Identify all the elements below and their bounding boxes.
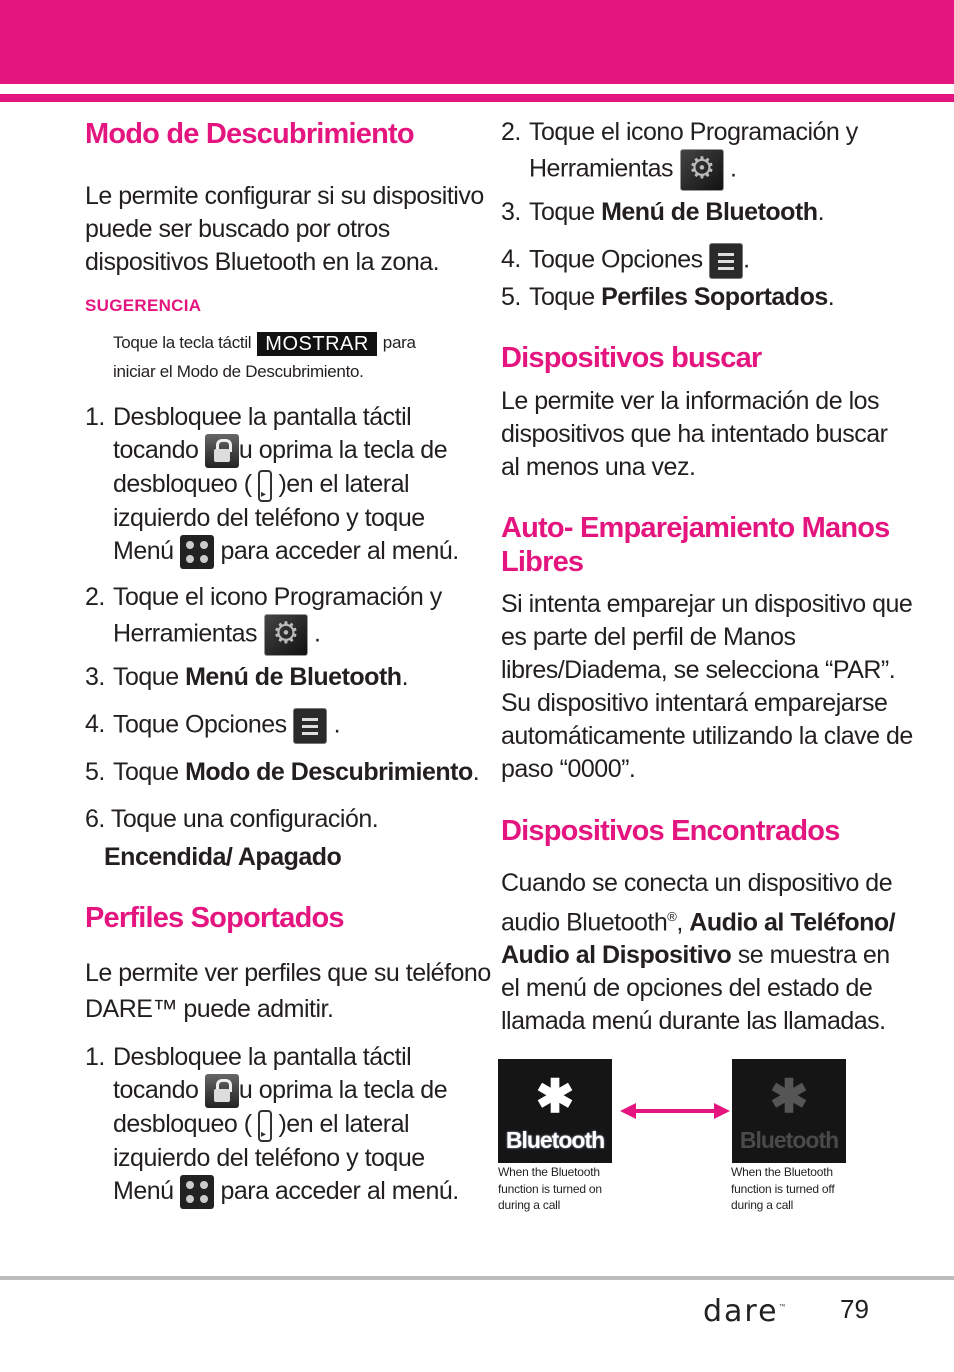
step-text: Toque Opciones — [529, 245, 703, 274]
paragraph-line: dispositivos que ha intentado buscar — [501, 420, 888, 448]
step-text — [113, 1074, 459, 1108]
unlock-key-icon — [258, 1110, 272, 1142]
step-text: Toque — [529, 198, 595, 226]
step-text: . — [401, 663, 409, 691]
settings-tools-icon — [264, 614, 308, 656]
lock-icon — [205, 1074, 239, 1108]
step-text — [113, 535, 459, 569]
paragraph-line: Cuando se conecta un dispositivo de — [501, 869, 893, 897]
menu-icon — [180, 535, 214, 569]
step-2 — [113, 581, 442, 656]
intro-line: Le permite configurar si su dispositivo — [85, 182, 484, 210]
bluetooth-on-icon — [498, 1059, 612, 1163]
step-text — [529, 149, 858, 191]
step-text: para acceder al menú. — [220, 536, 459, 565]
auto-paragraph — [501, 588, 913, 786]
paragraph-line: es parte del perfil de Manos — [501, 623, 796, 651]
step-text: Desbloquee la pantalla táctil — [113, 403, 412, 431]
step-1 — [113, 401, 459, 569]
step-text: u oprima la tecla de — [238, 1076, 448, 1104]
step-4 — [113, 708, 340, 744]
perfiles-line-2: DARE™ puede admitir. — [85, 995, 334, 1023]
paragraph-line: Le permite ver la información de los — [501, 387, 880, 415]
step-text: Toque — [113, 758, 179, 786]
perfiles-soportados-label: Perfiles Soportados — [601, 283, 828, 311]
r-step-2 — [529, 116, 858, 191]
paragraph-line — [501, 900, 895, 939]
step-text: . — [313, 619, 321, 648]
step-3 — [113, 661, 408, 694]
step-text: u oprima la tecla de — [238, 436, 448, 464]
step-text: izquierdo del teléfono y toque — [113, 1143, 425, 1172]
intro-line: dispositivos Bluetooth en la zona. — [85, 248, 440, 276]
tip-text-pre: Toque la tecla táctil — [113, 333, 252, 352]
step-5-number: 5. — [85, 758, 105, 786]
page-number: 79 — [840, 1294, 869, 1324]
r-step-5 — [529, 281, 834, 314]
settings-tools-icon — [680, 149, 724, 191]
unlock-key-icon — [258, 470, 272, 502]
bluetooth-on-label: Bluetooth — [505, 1127, 605, 1153]
paragraph-text: , — [676, 908, 683, 937]
tip-text-post: para — [382, 333, 416, 352]
step-text: para acceder al menú. — [220, 1176, 459, 1205]
step-text: Desbloquee la pantalla táctil — [113, 1043, 412, 1071]
heading-line: Auto- Emparejamiento Manos — [501, 512, 890, 544]
step-text: )en el lateral — [278, 1110, 410, 1139]
audio-telefono-label: Audio al Teléfono/ — [689, 908, 896, 937]
bluetooth-off-icon — [732, 1059, 846, 1163]
step-text — [113, 1175, 459, 1209]
r-step-4 — [529, 243, 750, 279]
heading-dispositivos-encontrados: Dispositivos Encontrados — [501, 815, 840, 847]
intro-paragraph — [85, 180, 484, 279]
step-text: Toque — [529, 283, 595, 311]
step-text — [113, 468, 459, 501]
step-text: . — [743, 245, 750, 274]
perfiles-line-1: Le permite ver perfiles que su teléfono — [85, 959, 491, 987]
step-text: . — [333, 710, 341, 739]
paragraph-line: Si intenta emparejar un dispositivo que — [501, 590, 913, 618]
menu-icon — [180, 1175, 214, 1209]
paragraph-line: al menos una vez. — [501, 453, 696, 481]
header-rule — [0, 94, 954, 102]
caption-bluetooth-off — [731, 1164, 834, 1214]
audio-dispositivo-label: Audio al Dispositivo — [501, 941, 732, 970]
step-text: . — [472, 758, 480, 786]
dare-logo — [703, 1294, 789, 1329]
bluetooth-symbol: ✱ — [769, 1070, 809, 1122]
footer-rule — [0, 1276, 954, 1280]
header-band — [0, 0, 954, 84]
heading-perfiles-soportados: Perfiles Soportados — [85, 902, 344, 934]
step-text: Toque el icono Programación y — [529, 118, 858, 146]
step-text: Toque — [113, 663, 179, 691]
step-4-number: 4. — [85, 710, 105, 738]
heading-line: Libres — [501, 546, 584, 578]
step-text — [113, 614, 442, 656]
paragraph-line — [501, 939, 895, 972]
step-5 — [113, 756, 479, 789]
mostrar-key: MOSTRAR — [257, 332, 377, 356]
caption-bluetooth-on — [498, 1164, 602, 1214]
step-text: Menú — [113, 536, 174, 565]
caption-line: function is turned on — [498, 1181, 602, 1196]
r-step-5-number: 5. — [501, 283, 521, 311]
step-text: tocando — [113, 436, 199, 464]
encontrados-paragraph — [501, 867, 895, 1038]
step-text: Menú — [113, 1176, 174, 1205]
step-text: . — [827, 283, 835, 311]
paragraph-line: libres/Diadema, se selecciona “PAR”. — [501, 656, 896, 684]
step-text: Herramientas — [529, 154, 674, 183]
bluetooth-symbol: ✱ — [535, 1070, 575, 1122]
tip-heading: SUGERENCIA — [85, 296, 202, 315]
step-text — [113, 434, 459, 468]
intro-line: puede ser buscado por otros — [85, 215, 390, 243]
menu-bluetooth-label: Menú de Bluetooth — [601, 198, 818, 226]
step-text: Toque Opciones — [113, 710, 287, 739]
step-2-number: 2. — [85, 583, 105, 611]
step-text: desbloqueo ( — [113, 470, 252, 499]
buscar-paragraph — [501, 385, 887, 484]
paragraph-text: audio Bluetooth — [501, 908, 668, 937]
paragraph-line: el menú de opciones del estado de — [501, 974, 873, 1003]
caption-line: during a call — [498, 1198, 561, 1212]
options-icon — [293, 708, 327, 744]
paragraph-line: llamada menú durante las llamadas. — [501, 1007, 886, 1036]
r-step-3-number: 3. — [501, 198, 521, 226]
heading-dispositivos-buscar: Dispositivos buscar — [501, 342, 762, 374]
trademark-mark: ™ — [778, 1303, 789, 1312]
step-text: . — [817, 198, 825, 226]
paragraph-line: automáticamente utilizando la clave de — [501, 722, 913, 750]
perfiles-step-1 — [113, 1041, 459, 1209]
bluetooth-off-label: Bluetooth — [739, 1127, 839, 1153]
r-step-3 — [529, 196, 824, 229]
lock-icon — [205, 434, 239, 468]
step-6: 6. Toque una configuración. — [85, 805, 379, 833]
tip-text — [113, 328, 416, 386]
step-3-number: 3. — [85, 663, 105, 691]
perfiles-step-1-number: 1. — [85, 1043, 105, 1071]
step-text: izquierdo del teléfono y toque — [113, 503, 425, 532]
tip-line — [113, 328, 416, 357]
caption-line: When the Bluetooth — [498, 1165, 600, 1179]
caption-line: When the Bluetooth — [731, 1165, 833, 1179]
step-text: tocando — [113, 1076, 199, 1104]
step-1-number: 1. — [85, 403, 105, 431]
paragraph-line: paso “0000”. — [501, 755, 636, 783]
step-text: . — [729, 154, 737, 183]
heading-modo-descubrimiento: Modo de Descubrimiento — [85, 118, 414, 150]
modo-descubrimiento-label: Modo de Descubrimiento — [185, 758, 473, 786]
step-6-options: Encendida/ Apagado — [104, 843, 342, 871]
step-text: Herramientas — [113, 619, 258, 648]
menu-bluetooth-label: Menú de Bluetooth — [185, 663, 402, 691]
heading-auto-emparejamiento — [501, 511, 889, 579]
tip-line: iniciar el Modo de Descubrimiento. — [113, 362, 364, 381]
double-arrow-icon — [620, 1100, 730, 1122]
step-text — [113, 1108, 459, 1141]
brand-name: dare — [703, 1294, 779, 1329]
paragraph-text: se muestra en — [737, 941, 890, 970]
caption-line: function is turned off — [731, 1181, 835, 1196]
r-step-4-number: 4. — [501, 245, 521, 273]
step-text: desbloqueo ( — [113, 1110, 252, 1139]
caption-line: during a call — [731, 1198, 794, 1212]
registered-mark: ® — [667, 909, 677, 924]
step-text: Toque el icono Programación y — [113, 583, 442, 611]
r-step-2-number: 2. — [501, 118, 521, 146]
paragraph-line: Su dispositivo intentará emparejarse — [501, 689, 888, 717]
options-icon — [709, 243, 743, 279]
step-text: )en el lateral — [278, 470, 410, 499]
